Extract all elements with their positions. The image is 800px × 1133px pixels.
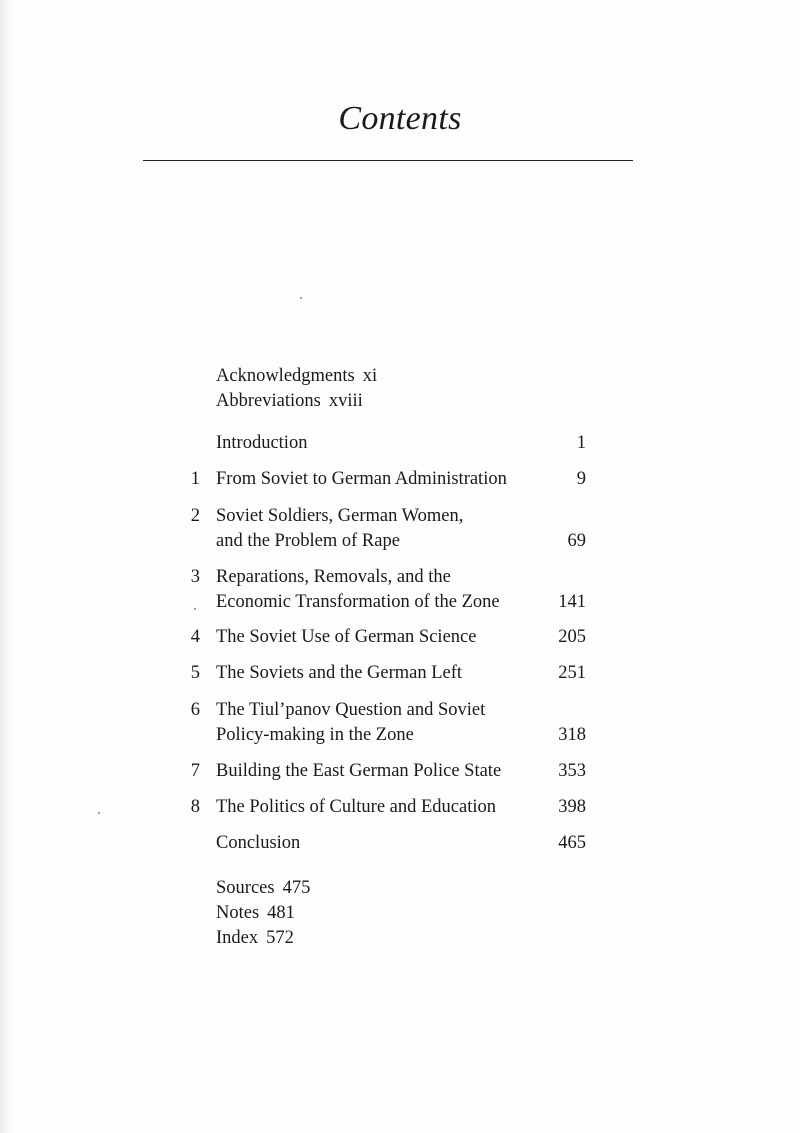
front-matter-entry xyxy=(216,389,363,414)
back-matter-label: Index xyxy=(216,928,259,948)
chapter-title-line-2: Policy-making in the Zone xyxy=(216,725,414,745)
front-matter-label: Abbreviations xyxy=(216,391,321,411)
back-matter-page: 475 xyxy=(282,878,311,898)
chapter-number: 8 xyxy=(190,797,200,817)
back-matter-label: Sources xyxy=(216,878,275,898)
chapter-number: 6 xyxy=(190,700,200,720)
chapter-number: 5 xyxy=(190,663,200,683)
chapter-number: 4 xyxy=(190,627,200,647)
chapter-title: The Politics of Culture and Education xyxy=(216,797,497,817)
back-matter-label: Notes xyxy=(216,903,260,923)
chapter-page: 398 xyxy=(558,797,586,817)
chapter-title-line-1: The Tiul’panov Question and Soviet xyxy=(216,700,486,720)
chapter-title: The Soviets and the German Left xyxy=(216,663,463,683)
chapter-title-line-2: and the Problem of Rape xyxy=(216,531,400,551)
chapter-page: 205 xyxy=(558,627,586,647)
chapter-title-line-1: Reparations, Removals, and the xyxy=(216,567,451,587)
chapter-title: Conclusion xyxy=(216,833,301,853)
chapter-page: 465 xyxy=(558,833,586,853)
chapter-number: 1 xyxy=(190,469,200,489)
chapter-number: 2 xyxy=(190,506,200,526)
page-title: Contents xyxy=(338,100,462,137)
back-matter-page: 572 xyxy=(266,928,294,948)
back-matter-entry xyxy=(216,901,295,926)
chapter-title: Introduction xyxy=(216,433,308,453)
back-matter-entry xyxy=(216,926,294,951)
front-matter-label: Acknowledgments xyxy=(216,366,355,386)
back-matter-page: 481 xyxy=(267,903,295,923)
chapter-title-line-2: Economic Transformation of the Zone xyxy=(216,592,500,612)
chapter-title: From Soviet to German Administration xyxy=(216,469,507,489)
back-matter-entry xyxy=(216,876,310,901)
chapter-page: 318 xyxy=(558,725,586,745)
front-matter-page: xi xyxy=(362,366,378,386)
chapter-number: 7 xyxy=(190,761,200,781)
chapter-title-line-1: Soviet Soldiers, German Women, xyxy=(216,506,464,526)
front-matter-entry xyxy=(216,364,377,389)
chapter-number: 3 xyxy=(190,567,200,587)
chapter-title: The Soviet Use of German Science xyxy=(216,627,477,647)
chapter-page: 1 xyxy=(576,433,586,453)
chapter-title: Building the East German Police State xyxy=(216,761,502,781)
chapter-page: 251 xyxy=(558,663,586,683)
front-matter-page: xviii xyxy=(328,391,363,411)
chapter-page: 69 xyxy=(567,531,586,551)
chapter-page: 353 xyxy=(558,761,586,781)
chapter-page: 9 xyxy=(576,469,586,489)
chapter-page: 141 xyxy=(558,592,586,612)
